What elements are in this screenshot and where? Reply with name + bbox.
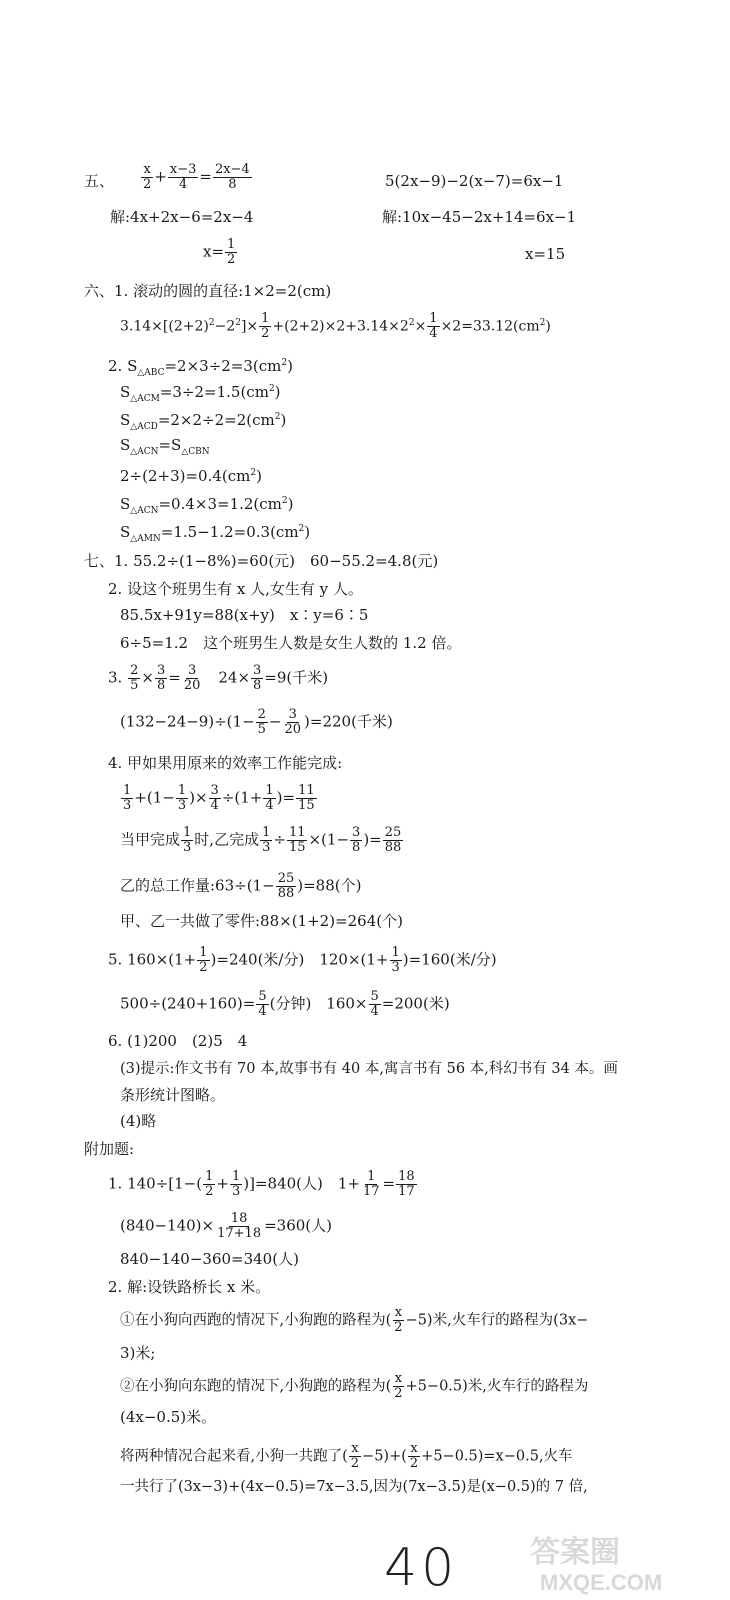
area-abc: 2. $S_{\triangle ABC}=2\times 3\div 2=3(cm^2)$ — [108, 357, 293, 378]
equation-2-answer: x=15 — [525, 245, 566, 263]
section-7-line-10: 乙的总工作量:63÷(1− $\frac{25}{88}$ )=88(个) — [120, 871, 362, 901]
bonus-line-4: 2. 解:设铁路桥长 x 米。 — [108, 1278, 271, 1296]
section-7-line-17: (4)略 — [120, 1112, 157, 1130]
area-amn: $S_{\triangle AMN}=1.5-1.2=0.3(cm^2)$ — [120, 523, 311, 544]
bonus-line-3: 840−140−360=340(人) — [120, 1250, 299, 1268]
bonus-line-2: (840−140)× $\frac{18}{17+18}$ =360(人) — [120, 1211, 332, 1241]
section-6-line-2: $3.14\times[(2+2)^2-2^2]\times$ $\frac{1}{2}$ $+(2+2)\times 2+3.14\times 2^2\times$ $\frac{1}{4}$ $\times 2=33.12(cm^2)$ — [120, 311, 551, 342]
equation-1-solution: 解:4x+2x−6=2x−4 — [110, 208, 254, 226]
section-7-line-9: 当甲完成 $\frac{1}{3}$ 时,乙完成 $\frac{1}{3}$ ÷ $\frac{11}{15}$ ×(1− $\frac{3}{8}$ )= $\frac{25}{88}$ — [120, 825, 402, 855]
bonus-line-5: ①在小狗向西跑的情况下,小狗跑的路程为( $\frac{x}{2}$ −5)米,火车行的路程为(3x− — [120, 1305, 589, 1335]
section-7-line-13: 500÷(240+160)= $\frac{5}{4}$ (分钟) 160× $\frac{5}{4}$ =200(米) — [120, 989, 450, 1019]
bonus-line-10: 一共行了(3x−3)+(4x−0.5)=7x−3.5,因为(7x−3.5)是(x−0.5)的 7 倍, — [120, 1479, 588, 1495]
equation-1-answer: x= $\frac{1}{2}$ — [203, 237, 236, 267]
section-7-line-7: 4. 甲如果用原来的效率工作能完成: — [108, 754, 343, 772]
section-6-line-1: 六、1. 滚动的圆的直径:1×2=2(cm) — [84, 282, 332, 300]
section-7-line-11: 甲、乙一共做了零件:88×(1+2)=264(个) — [120, 912, 403, 930]
section-5-label: 五、 — [84, 172, 115, 190]
bonus-line-1: 1. 140÷[1−( $\frac{1}{2}$ + $\frac{1}{3}$ )]=840(人) 1+ $\frac{1}{17}$ = $\frac{18}{17}$ — [108, 1169, 415, 1199]
equation-2-solution: 解:10x−45−2x+14=6x−1 — [382, 208, 577, 226]
section-7-line-4: 6÷5=1.2 这个班男生人数是女生人数的 1.2 倍。 — [120, 634, 462, 652]
area-ratio: $2\div(2+3)=0.4(cm^2)$ — [120, 467, 262, 485]
section-7-line-14: 6. (1)200 (2)5 4 — [108, 1032, 248, 1050]
area-acn-cbn: $S_{\triangle ACN}=S_{\triangle CBN}$ — [120, 436, 210, 457]
area-acd: $S_{\triangle ACD}=2\times 2\div 2=2(cm^2)$ — [120, 411, 287, 432]
equation-1: $\frac{x}{2}$ + $\frac{x-3}{4}$ = $\frac{2x-4}{8}$ — [143, 162, 250, 192]
section-7-line-12: 5. 160×(1+ $\frac{1}{2}$ )=240(米/分) 120×(1+ $\frac{1}{3}$ )=160(米/分) — [108, 945, 497, 975]
watermark-url: MXQE.COM — [540, 1570, 663, 1595]
bonus-line-7: ②在小狗向东跑的情况下,小狗跑的路程为( $\frac{x}{2}$ +5−0.5)米,火车行的路程为 — [120, 1371, 589, 1401]
section-7-line-2: 2. 设这个班男生有 x 人,女生有 y 人。 — [108, 580, 363, 598]
section-7-line-3: 85.5x+91y=88(x+y) x∶y=6∶5 — [120, 606, 369, 624]
section-7-line-15: (3)提示:作文书有 70 本,故事书有 40 本,寓言书有 56 本,科幻书有 34 本。画 — [120, 1061, 618, 1077]
section-7-line-16: 条形统计图略。 — [120, 1086, 226, 1104]
area-acn: $S_{\triangle ACN}=0.4\times 3=1.2(cm^2)$ — [120, 495, 294, 516]
page-number: 40 — [384, 1538, 459, 1598]
watermark-logo: 答案圈 — [530, 1536, 620, 1569]
bonus-title: 附加题: — [84, 1140, 135, 1158]
bonus-line-8: (4x−0.5)米。 — [120, 1408, 217, 1426]
area-acm: $S_{\triangle ACM}=3\div 2=1.5(cm^2)$ — [120, 383, 281, 404]
bonus-line-6: 3)米; — [120, 1344, 156, 1362]
equation-2: 5(2x−9)−2(x−7)=6x−1 — [385, 172, 564, 190]
section-7-line-1: 七、1. 55.2÷(1−8%)=60(元) 60−55.2=4.8(元) — [84, 552, 439, 570]
bonus-line-9: 将两种情况合起来看,小狗一共跑了( $\frac{x}{2}$ −5)+( $\frac{x}{2}$ +5−0.5)=x−0.5,火车 — [120, 1441, 573, 1471]
section-7-line-6: (132−24−9)÷(1− $\frac{2}{5}$ − $\frac{3}{20}$ )=220(千米) — [120, 707, 393, 737]
section-7-line-5: 3. $\frac{2}{5}$ × $\frac{3}{8}$ = $\frac{3}{20}$ 24× $\frac{3}{8}$ =9(千米) — [108, 663, 329, 693]
section-7-line-8: $\frac{1}{3}$ +(1− $\frac{1}{3}$ )× $\frac{3}{4}$ ÷(1+ $\frac{1}{4}$ )= $\frac{11}{15}$ — [123, 783, 315, 813]
